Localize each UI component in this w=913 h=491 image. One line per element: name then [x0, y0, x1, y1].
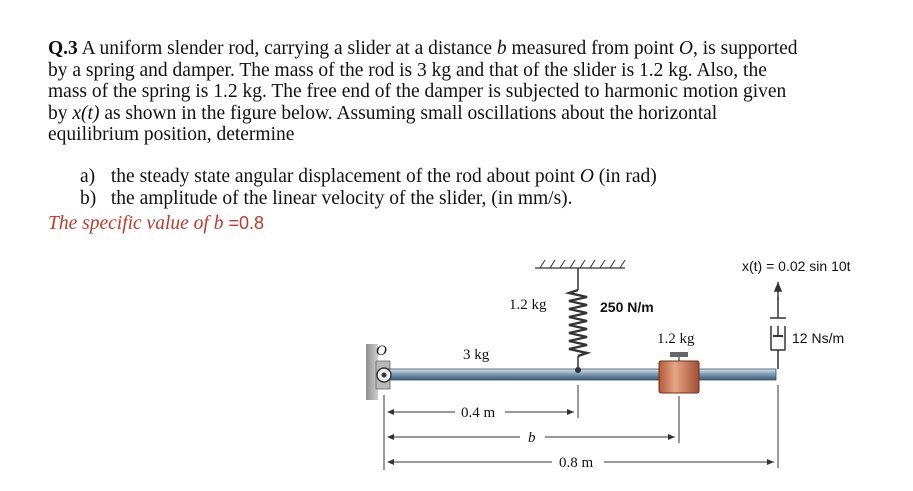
ground-support	[535, 260, 625, 268]
slider	[659, 352, 699, 393]
problem-text-4: as shown in the figure below. Assuming small oscillations about the horizontal equilibrium position, determine	[48, 102, 718, 146]
specific-label: The specific value of b	[48, 213, 224, 234]
item-label: b)	[80, 188, 97, 209]
spring	[569, 268, 587, 370]
func-xt: x(t)	[72, 102, 100, 124]
var-o: O	[678, 38, 693, 59]
spring-attachment	[575, 367, 581, 373]
damper	[770, 297, 786, 369]
dim-total-label: 0.8 m	[559, 455, 594, 471]
var-o: O	[579, 166, 594, 187]
item-text: the amplitude of the linear velocity of the slider, (in mm/s).	[110, 188, 573, 209]
item-text-end: (in rad)	[593, 166, 657, 187]
var-b: b	[496, 38, 507, 59]
excitation-label: x(t) = 0.02 sin 10t	[742, 258, 851, 274]
dim-b-label: b	[528, 430, 536, 446]
problem-text-3: , is supported by a spring and damper. The mass of the rod is 3 kg and that of the slider is 1.2 kg. Also, the mass of the spring is 1.2 kg. The free end of the damper is subjected to harmonic motion given by	[48, 38, 798, 124]
pivot-pin	[377, 368, 391, 382]
problem-text-2: measured from point	[506, 38, 679, 59]
damper-coefficient-label: 12 Ns/m	[792, 330, 845, 346]
question-number: Q.3	[48, 38, 78, 59]
specific-value: =0.8	[223, 213, 264, 233]
spring-mass-label: 1.2 kg	[509, 297, 547, 313]
problem-text-1: A uniform slender rod, carrying a slider at a distance	[77, 38, 497, 59]
slider-mass-label: 1.2 kg	[657, 331, 695, 347]
dim-spring-label: 0.4 m	[461, 405, 496, 421]
item-text: the steady state angular displacement of the rod about point	[110, 166, 580, 187]
item-label: a)	[80, 166, 96, 187]
pivot-label: O	[376, 343, 387, 359]
rod-mass-label: 3 kg	[463, 347, 490, 363]
spring-constant-label: 250 N/m	[600, 299, 654, 315]
